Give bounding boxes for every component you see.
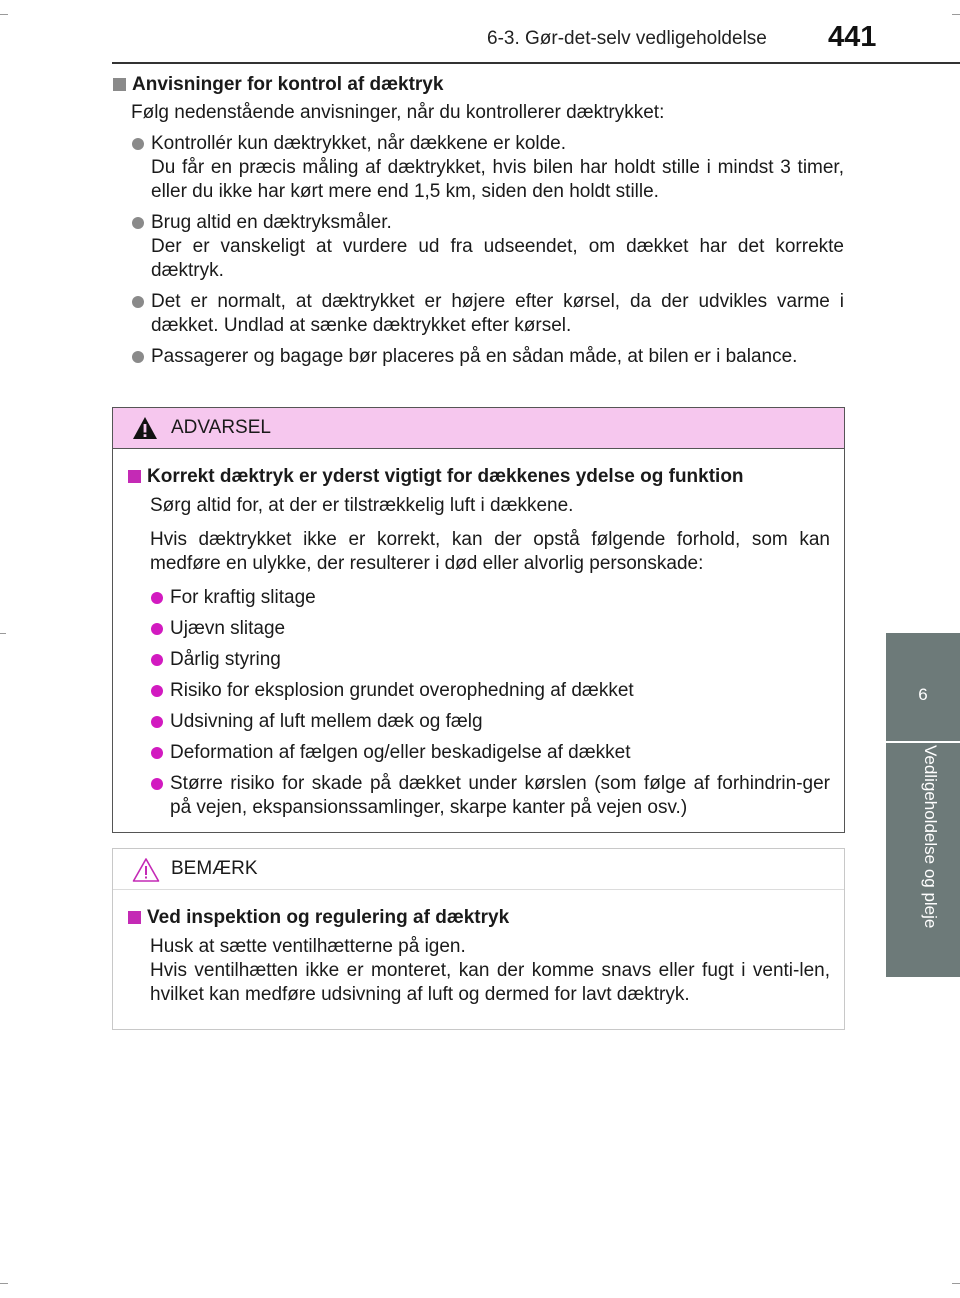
bullet-dot-icon bbox=[132, 351, 144, 363]
warning-body bbox=[113, 449, 844, 820]
list-item bbox=[112, 211, 844, 283]
bullet-dot-icon bbox=[132, 138, 144, 150]
bullet-dot-icon bbox=[151, 654, 163, 666]
warning-heading bbox=[127, 465, 830, 489]
square-bullet-icon bbox=[113, 78, 126, 91]
note-heading-text: Ved inspektion og regulering af dæktryk bbox=[147, 907, 510, 928]
list-item bbox=[127, 710, 830, 734]
chapter-tab[interactable] bbox=[886, 633, 960, 977]
crop-mark bbox=[0, 633, 6, 634]
note-paragraph: Hvis ventilhætten ikke er monteret, kan der komme snavs eller fugt i venti-len, hvilket kan medføre udsivning af luft og dermed for lavt dæktryk. bbox=[150, 960, 830, 1005]
bullet-dot-icon bbox=[151, 716, 163, 728]
crop-mark bbox=[952, 14, 960, 15]
bullet-dot-icon bbox=[151, 685, 163, 697]
bullet-dot-icon bbox=[151, 778, 163, 790]
square-bullet-icon bbox=[128, 470, 141, 483]
list-item-line: Du får en præcis måling af dæktrykket, hvis bilen har holdt stille i mindst 3 timer, eller du ikke har kørt mere end 1,5 km, siden den holdt stille. bbox=[151, 157, 844, 202]
section-intro: Følg nedenstående anvisninger, når du kontrollerer dæktrykket: bbox=[131, 102, 665, 123]
list-item bbox=[127, 648, 830, 672]
list-item bbox=[127, 617, 830, 641]
page-number: 441 bbox=[828, 21, 877, 53]
warning-triangle-icon bbox=[132, 416, 158, 440]
note-paragraph: Husk at sætte ventilhætterne på igen. bbox=[150, 936, 466, 957]
warning-title: ADVARSEL bbox=[171, 417, 271, 438]
list-item bbox=[112, 345, 844, 369]
warning-box bbox=[112, 407, 845, 833]
list-item-text: Udsivning af luft mellem dæk og fælg bbox=[170, 711, 483, 732]
list-item-text: Større risiko for skade på dækket under kørslen (som følge af forhindrin-ger på vejen, ekspansionssamlinger, skarpe kanter på vejen osv.) bbox=[170, 773, 830, 818]
bullet-dot-icon bbox=[151, 623, 163, 635]
note-body bbox=[113, 890, 844, 1007]
list-item-text: Deformation af fælgen og/eller beskadigelse af dækket bbox=[170, 742, 631, 763]
crop-mark bbox=[0, 14, 8, 15]
note-heading bbox=[127, 906, 830, 930]
list-item bbox=[127, 586, 830, 610]
warning-heading-text: Korrekt dæktryk er yderst vigtigt for dækkenes ydelse og funktion bbox=[147, 466, 744, 487]
bullet-dot-icon bbox=[132, 296, 144, 308]
list-item-line: Passagerer og bagage bør placeres på en sådan måde, at bilen er i balance. bbox=[151, 346, 798, 367]
list-item-text: For kraftig slitage bbox=[170, 587, 316, 608]
header-rule bbox=[112, 62, 960, 64]
note-box-header bbox=[113, 849, 844, 890]
section-heading bbox=[112, 73, 844, 97]
note-title: BEMÆRK bbox=[171, 858, 258, 879]
chapter-number: 6 bbox=[918, 685, 928, 704]
crop-mark bbox=[0, 1283, 8, 1284]
warning-paragraph: Hvis dæktrykket ikke er korrekt, kan der opstå følgende forhold, som kan medføre en ulykke, der resulterer i død eller alvorlig personskade: bbox=[150, 529, 830, 574]
list-item-line: Der er vanskeligt at vurdere ud fra udseendet, om dækket har det korrekte dæktryk. bbox=[151, 236, 844, 281]
list-item bbox=[127, 741, 830, 765]
list-item bbox=[127, 772, 830, 820]
bullet-dot-icon bbox=[151, 747, 163, 759]
note-box bbox=[112, 848, 845, 1030]
crop-mark bbox=[952, 1283, 960, 1284]
main-section bbox=[112, 70, 844, 369]
header-section-title: 6-3. Gør-det-selv vedligeholdelse bbox=[487, 28, 767, 49]
bullet-dot-icon bbox=[151, 592, 163, 604]
warning-paragraph: Sørg altid for, at der er tilstrækkelig luft i dækkene. bbox=[150, 495, 574, 516]
square-bullet-icon bbox=[128, 911, 141, 924]
list-item-line: Det er normalt, at dæktrykket er højere efter kørsel, da der udvikles varme i dækket. Undlad at sænke dæktrykket efter kørsel. bbox=[151, 291, 844, 336]
warning-box-header bbox=[113, 408, 844, 449]
bullet-dot-icon bbox=[132, 217, 144, 229]
list-item-line: Kontrollér kun dæktrykket, når dækkene er kolde. bbox=[151, 133, 567, 154]
list-item bbox=[127, 679, 830, 703]
list-item bbox=[112, 132, 844, 204]
list-item-text: Dårlig styring bbox=[170, 649, 281, 670]
list-item bbox=[112, 290, 844, 338]
chapter-label: Vedligeholdelse og pleje bbox=[921, 745, 940, 929]
list-item-text: Risiko for eksplosion grundet overophedning af dækket bbox=[170, 680, 634, 701]
section-heading-text: Anvisninger for kontrol af dæktryk bbox=[132, 74, 444, 95]
list-item-text: Ujævn slitage bbox=[170, 618, 286, 639]
list-item-line: Brug altid en dæktryksmåler. bbox=[151, 212, 392, 233]
chapter-tab-divider bbox=[886, 741, 960, 743]
caution-triangle-outline-icon bbox=[132, 857, 160, 883]
